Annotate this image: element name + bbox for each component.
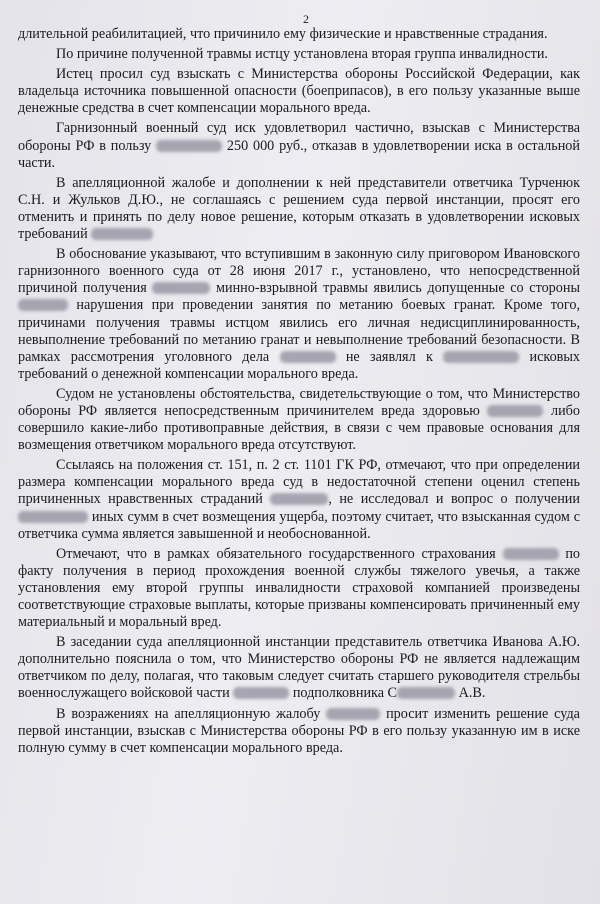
redacted-name: [397, 687, 455, 699]
paragraph-10: [18, 634, 580, 702]
text-segment: 250 000 руб., отказав в удовлетворении иска в остальной части.: [18, 137, 580, 171]
text-segment: В апелляционной жалобе и дополнении к ней представители ответчика Турченюк С.Н. и Жульков Д.Ю., не соглашаясь с решением суда первой инстанции, просят его отменить и принять по делу новое решение, которым отказать в удовлетворении исковых требований: [18, 174, 580, 243]
paragraph-6: [18, 246, 580, 383]
text-segment: Судом не установлены обстоятельства, свидетельствующие о том, что Министерство обороны РФ является непосредственным причинителем вреда здоровью: [18, 385, 580, 419]
redacted-name: [18, 511, 88, 523]
page-number: 2: [303, 12, 309, 26]
redacted-name: [487, 405, 543, 417]
paragraph-9: [18, 546, 580, 631]
redacted-name: [91, 228, 153, 240]
paragraph-4: [18, 120, 580, 171]
redacted-name: [233, 687, 289, 699]
paragraph-7: [18, 386, 580, 454]
text-segment: В возражениях на апелляционную жалобу: [56, 705, 327, 722]
text-segment: исковых требований о денежной компенсации морального вреда.: [18, 348, 580, 382]
paragraph-2: [18, 46, 580, 63]
text-segment: либо совершило какие-либо противоправные действия, в связи с чем правовые основания для возмещения ответчиком морального вреда отсутствуют.: [18, 402, 580, 454]
redacted-name: [280, 351, 336, 363]
text-segment: по факту получения в период прохождения военной службы тяжелого увечья, а также установления ему второй группы инвалидности страховой компанией произведены соответствующие страховые выплаты, которые призваны компенсировать причиненный ему материальный и моральный вред.: [18, 545, 581, 631]
redacted-name: [503, 548, 559, 560]
text-segment: Отмечают, что в рамках обязательного государственного страхования: [56, 545, 503, 562]
paragraph-8: [18, 457, 580, 542]
redacted-name: [152, 282, 210, 294]
paragraph-1: [18, 26, 580, 43]
text-segment: Истец просил суд взыскать с Министерства обороны Российской Федерации, как владельца источника повышенной опасности (боеприпасов), в его пользу указанные выше денежные средства в счет компенсации морального вреда.: [18, 66, 580, 117]
text-segment: просит изменить решение суда первой инстанции, взыскав с Министерства обороны РФ в его пользу указанную им в иске полную сумму в счет компенсации морального вреда.: [18, 705, 580, 756]
paragraph-11: [18, 706, 580, 757]
text-segment: не заявлял к: [335, 348, 444, 365]
text-segment: подполковника С: [289, 685, 398, 702]
redacted-name: [270, 493, 328, 505]
text-segment: А.В.: [455, 685, 486, 702]
text-segment: По причине полученной травмы истцу установлена вторая группа инвалидности.: [56, 46, 548, 63]
redacted-name: [443, 351, 519, 363]
text-segment: Гарнизонный военный суд иск удовлетворил частично, взыскав с Министерства обороны РФ в пользу: [18, 120, 580, 154]
text-segment: В заседании суда апелляционной инстанции представитель ответчика Иванова А.Ю. дополнительно пояснила о том, что Министерство обороны РФ не является надлежащим ответчиком по делу, полагая, что таковым следует считать старшего руководителя стрельбы военнослужащего войсковой части: [18, 634, 580, 702]
text-segment: иных сумм в счет возмещения ущерба, поэтому считает, что взысканная судом с ответчика сумма является завышенной и необоснованной.: [18, 508, 580, 542]
paragraph-3: [18, 66, 580, 117]
text-segment: Ссылаясь на положения ст. 151, п. 2 ст. 1101 ГК РФ, отмечают, что при определении размера компенсации морального вреда суд в недостаточной степени оценил степень причиненных нравственных страданий: [18, 457, 580, 508]
text-segment: нарушения при проведении занятия по метанию боевых гранат. Кроме того, причинами получения травмы истцом явились его личная недисциплинированность, невыполнение требований по метанию гранат и невыполнение требований безопасности. В рамках рассмотрения уголовного дела: [18, 297, 580, 365]
redacted-name: [326, 708, 380, 720]
text-segment: минно-взрывной травмы явились допущенные со стороны: [210, 280, 580, 297]
redacted-name: [156, 140, 222, 152]
text-segment: длительной реабилитацией, что причинило ему физические и нравственные страдания.: [18, 26, 548, 42]
paragraph-5: [18, 175, 580, 243]
redacted-name: [18, 299, 68, 311]
text-segment: В обоснование указывают, что вступившим в законную силу приговором Ивановского гарнизонного военного суда от 28 июня 2017 г., установлено, что непосредственной причиной получения: [18, 246, 580, 297]
document-body: [18, 12, 580, 760]
text-segment: , не исследовал и вопрос о получении: [328, 491, 580, 508]
